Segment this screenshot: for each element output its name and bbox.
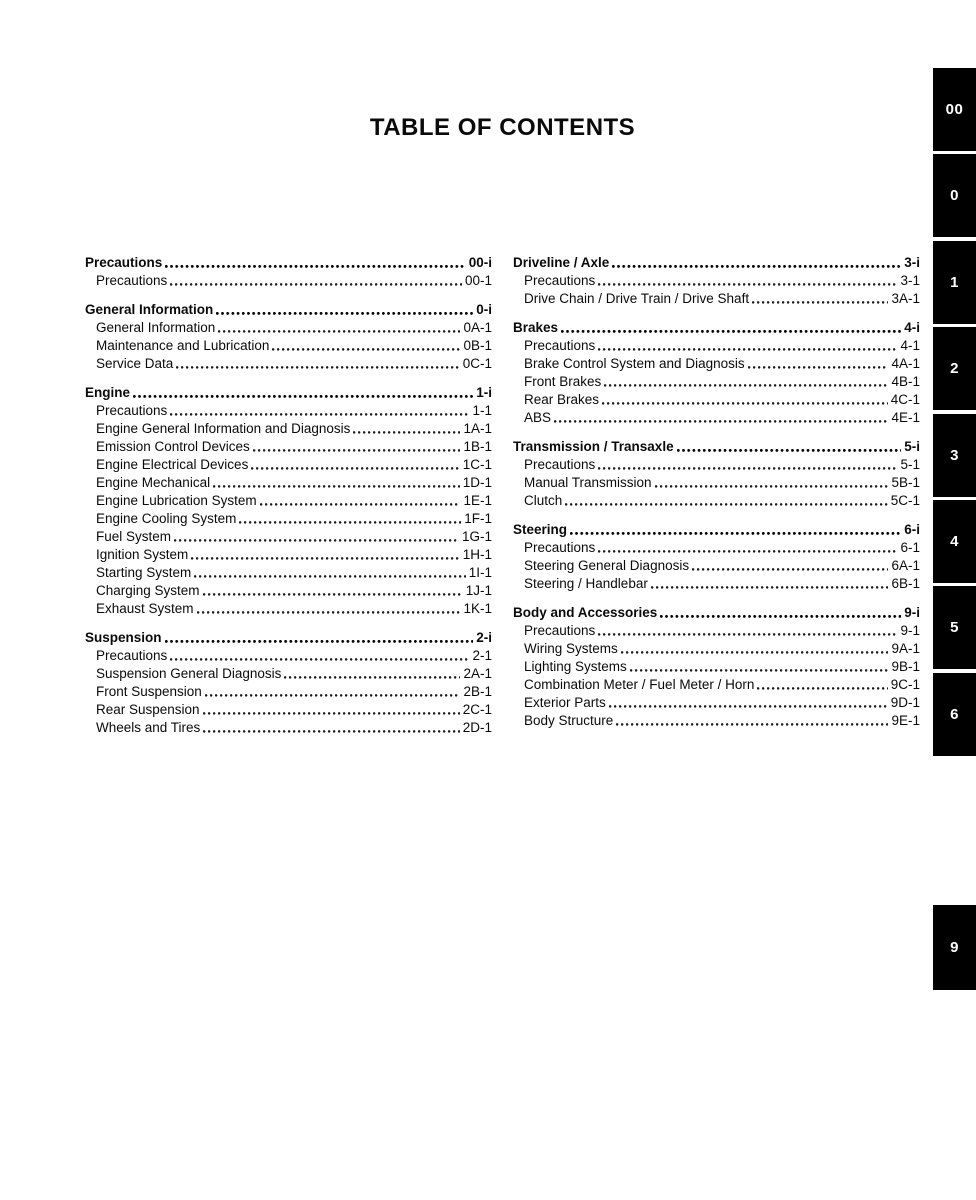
entry-page-number: 4-1 bbox=[900, 338, 920, 353]
toc-section bbox=[513, 600, 920, 728]
dot-leader bbox=[203, 730, 459, 733]
toc-sub-entry[interactable] bbox=[513, 353, 920, 371]
dot-leader bbox=[752, 301, 888, 304]
dot-leader bbox=[677, 449, 902, 452]
entry-page-number: 2D-1 bbox=[462, 720, 492, 735]
entry-page-number: 4A-1 bbox=[891, 356, 920, 371]
toc-sub-entry[interactable] bbox=[513, 620, 920, 638]
toc-sub-entry[interactable] bbox=[85, 400, 492, 418]
toc-sub-entry[interactable] bbox=[85, 454, 492, 472]
entry-page-number: 0A-1 bbox=[463, 320, 492, 335]
entry-label: Precautions bbox=[524, 540, 596, 555]
dot-leader bbox=[692, 568, 888, 571]
entry-page-number: 5C-1 bbox=[890, 493, 920, 508]
entry-page-number: 1B-1 bbox=[463, 439, 492, 454]
entry-label: Wiring Systems bbox=[524, 641, 618, 656]
entry-page-number: 3A-1 bbox=[891, 291, 920, 306]
entry-page-number: 9D-1 bbox=[890, 695, 920, 710]
dot-leader bbox=[554, 420, 888, 423]
toc-section-entry[interactable] bbox=[513, 315, 920, 335]
entry-label: Engine General Information and Diagnosis bbox=[96, 421, 351, 436]
entry-page-number: 9E-1 bbox=[891, 713, 920, 728]
entry-label: Ignition System bbox=[96, 547, 189, 562]
entry-label: Engine bbox=[85, 385, 131, 400]
toc-sub-entry[interactable] bbox=[513, 692, 920, 710]
entry-label: Rear Brakes bbox=[524, 392, 600, 407]
entry-page-number: 4-i bbox=[904, 320, 920, 335]
entry-label: Precautions bbox=[96, 403, 168, 418]
dot-leader bbox=[260, 503, 461, 506]
toc-sub-entry[interactable] bbox=[513, 656, 920, 674]
toc-sub-entry[interactable] bbox=[513, 472, 920, 490]
entry-label: Transmission / Transaxle bbox=[513, 439, 674, 454]
side-tab-2[interactable]: 2 bbox=[933, 327, 976, 410]
toc-section bbox=[85, 250, 492, 288]
side-tab-1[interactable]: 1 bbox=[933, 241, 976, 324]
entry-page-number: 9A-1 bbox=[891, 641, 920, 656]
toc-section-entry[interactable] bbox=[85, 250, 492, 270]
toc-sub-entry[interactable] bbox=[513, 288, 920, 306]
toc-sub-entry[interactable] bbox=[85, 508, 492, 526]
entry-label: Clutch bbox=[524, 493, 563, 508]
toc-sub-entry[interactable] bbox=[85, 270, 492, 288]
entry-page-number: 3-i bbox=[904, 255, 920, 270]
dot-leader bbox=[213, 485, 460, 488]
entry-page-number: 1I-1 bbox=[468, 565, 492, 580]
toc-sub-entry[interactable] bbox=[85, 645, 492, 663]
toc-section-entry[interactable] bbox=[513, 517, 920, 537]
toc-sub-entry[interactable] bbox=[85, 699, 492, 717]
entry-label: Engine Electrical Devices bbox=[96, 457, 249, 472]
entry-page-number: 2A-1 bbox=[463, 666, 492, 681]
entry-page-number: 0B-1 bbox=[463, 338, 492, 353]
toc-sub-entry[interactable] bbox=[85, 580, 492, 598]
toc-section-entry[interactable] bbox=[85, 297, 492, 317]
entry-page-number: 9-1 bbox=[900, 623, 920, 638]
entry-page-number: 1-i bbox=[476, 385, 492, 400]
entry-label: Suspension bbox=[85, 630, 162, 645]
entry-label: Lighting Systems bbox=[524, 659, 627, 674]
entry-page-number: 4E-1 bbox=[891, 410, 920, 425]
toc-section bbox=[513, 315, 920, 425]
dot-leader bbox=[561, 330, 901, 333]
entry-label: Precautions bbox=[524, 273, 596, 288]
toc-sub-entry[interactable] bbox=[513, 371, 920, 389]
dot-leader bbox=[604, 384, 888, 387]
toc-section bbox=[513, 517, 920, 591]
side-tab-0[interactable]: 0 bbox=[933, 154, 976, 237]
dot-leader bbox=[612, 265, 901, 268]
toc-sub-entry[interactable] bbox=[85, 436, 492, 454]
toc-section bbox=[85, 625, 492, 735]
dot-leader bbox=[660, 615, 901, 618]
entry-label: Brake Control System and Diagnosis bbox=[524, 356, 745, 371]
dot-leader bbox=[133, 395, 473, 398]
toc-sub-entry[interactable] bbox=[85, 717, 492, 735]
toc-sub-entry[interactable] bbox=[85, 335, 492, 353]
dot-leader bbox=[205, 694, 461, 697]
entry-label: Service Data bbox=[96, 356, 174, 371]
entry-label: Steering General Diagnosis bbox=[524, 558, 690, 573]
dot-leader bbox=[284, 676, 460, 679]
entry-label: Engine Cooling System bbox=[96, 511, 237, 526]
entry-page-number: 5B-1 bbox=[891, 475, 920, 490]
toc-column-right bbox=[513, 250, 920, 735]
toc-sub-entry[interactable] bbox=[85, 353, 492, 371]
toc-section bbox=[85, 297, 492, 371]
entry-label: Engine Lubrication System bbox=[96, 493, 257, 508]
side-tabs-upper bbox=[933, 68, 976, 756]
toc-section-entry[interactable] bbox=[513, 250, 920, 270]
entry-label: Body and Accessories bbox=[513, 605, 658, 620]
entry-page-number: 6A-1 bbox=[891, 558, 920, 573]
entry-label: Front Brakes bbox=[524, 374, 602, 389]
entry-label: Manual Transmission bbox=[524, 475, 652, 490]
toc-sub-entry[interactable] bbox=[85, 562, 492, 580]
toc-sub-entry[interactable] bbox=[513, 537, 920, 555]
entry-label: Steering / Handlebar bbox=[524, 576, 648, 591]
entry-label: Front Suspension bbox=[96, 684, 202, 699]
entry-label: Charging System bbox=[96, 583, 200, 598]
entry-page-number: 4C-1 bbox=[890, 392, 920, 407]
entry-page-number: 2-i bbox=[476, 630, 492, 645]
toc-sub-entry[interactable] bbox=[85, 526, 492, 544]
dot-leader bbox=[203, 712, 460, 715]
entry-label: Engine Mechanical bbox=[96, 475, 211, 490]
entry-label: Precautions bbox=[96, 648, 168, 663]
toc-sub-entry[interactable] bbox=[513, 407, 920, 425]
entry-page-number: 6B-1 bbox=[891, 576, 920, 591]
entry-page-number: 00-i bbox=[468, 255, 492, 270]
entry-page-number: 9-i bbox=[904, 605, 920, 620]
side-tab-00[interactable]: 00 bbox=[933, 68, 976, 151]
toc-section bbox=[513, 250, 920, 306]
toc-sub-entry[interactable] bbox=[513, 454, 920, 472]
entry-page-number: 6-i bbox=[904, 522, 920, 537]
entry-label: Combination Meter / Fuel Meter / Horn bbox=[524, 677, 755, 692]
entry-label: Rear Suspension bbox=[96, 702, 200, 717]
toc-sub-entry[interactable] bbox=[513, 674, 920, 692]
entry-label: Body Structure bbox=[524, 713, 614, 728]
toc-section-entry[interactable] bbox=[513, 434, 920, 454]
side-tab-9[interactable]: 9 bbox=[933, 905, 976, 990]
toc-sub-entry[interactable] bbox=[513, 710, 920, 728]
toc-sub-entry[interactable] bbox=[513, 555, 920, 573]
entry-label: Precautions bbox=[96, 273, 168, 288]
dot-leader bbox=[616, 723, 888, 726]
toc-section bbox=[85, 380, 492, 616]
entry-page-number: 9B-1 bbox=[891, 659, 920, 674]
entry-page-number: 1H-1 bbox=[462, 547, 492, 562]
entry-label: Fuel System bbox=[96, 529, 172, 544]
dot-leader bbox=[353, 431, 460, 434]
dot-leader bbox=[197, 611, 461, 614]
toc-sub-entry[interactable] bbox=[513, 490, 920, 508]
entry-page-number: 2-1 bbox=[472, 648, 492, 663]
toc-sub-entry[interactable] bbox=[85, 317, 492, 335]
toc-sub-entry[interactable] bbox=[513, 335, 920, 353]
toc-sub-entry[interactable] bbox=[85, 418, 492, 436]
entry-page-number: 1F-1 bbox=[464, 511, 492, 526]
entry-page-number: 1A-1 bbox=[463, 421, 492, 436]
toc-sub-entry[interactable] bbox=[85, 472, 492, 490]
entry-page-number: 3-1 bbox=[900, 273, 920, 288]
entry-page-number: 2B-1 bbox=[463, 684, 492, 699]
entry-label: Exterior Parts bbox=[524, 695, 606, 710]
entry-page-number: 1D-1 bbox=[462, 475, 492, 490]
entry-label: Drive Chain / Drive Train / Drive Shaft bbox=[524, 291, 750, 306]
toc-section-entry[interactable] bbox=[85, 625, 492, 645]
page-title: TABLE OF CONTENTS bbox=[369, 114, 636, 141]
entry-label: Precautions bbox=[524, 457, 596, 472]
dot-leader bbox=[748, 366, 889, 369]
entry-label: Wheels and Tires bbox=[96, 720, 201, 735]
dot-leader bbox=[272, 348, 460, 351]
entry-page-number: 1K-1 bbox=[463, 601, 492, 616]
dot-leader bbox=[194, 575, 465, 578]
toc-section-entry[interactable] bbox=[85, 380, 492, 400]
dot-leader bbox=[203, 593, 463, 596]
entry-label: Exhaust System bbox=[96, 601, 194, 616]
side-tabs-lower bbox=[933, 905, 976, 990]
entry-page-number: 5-1 bbox=[900, 457, 920, 472]
dot-leader bbox=[598, 283, 897, 286]
entry-page-number: 4B-1 bbox=[891, 374, 920, 389]
toc-column-left bbox=[85, 250, 492, 735]
entry-page-number: 0-i bbox=[476, 302, 492, 317]
entry-page-number: 6-1 bbox=[900, 540, 920, 555]
toc-sub-entry[interactable] bbox=[85, 663, 492, 681]
side-tab-4[interactable]: 4 bbox=[933, 500, 976, 583]
dot-leader bbox=[170, 658, 469, 661]
entry-page-number: 00-1 bbox=[464, 273, 492, 288]
dot-leader bbox=[239, 521, 461, 524]
entry-page-number: 9C-1 bbox=[890, 677, 920, 692]
dot-leader bbox=[216, 312, 473, 315]
entry-page-number: 1E-1 bbox=[463, 493, 492, 508]
entry-page-number: 1C-1 bbox=[462, 457, 492, 472]
dot-leader bbox=[655, 485, 889, 488]
dot-leader bbox=[609, 705, 888, 708]
entry-page-number: 1-1 bbox=[472, 403, 492, 418]
dot-leader bbox=[253, 449, 461, 452]
entry-label: General Information bbox=[96, 320, 216, 335]
dot-leader bbox=[565, 503, 887, 506]
dot-leader bbox=[621, 651, 889, 654]
toc-sub-entry[interactable] bbox=[85, 681, 492, 699]
dot-leader bbox=[176, 366, 459, 369]
entry-label: Precautions bbox=[524, 338, 596, 353]
toc-sub-entry[interactable] bbox=[85, 490, 492, 508]
entry-label: General Information bbox=[85, 302, 214, 317]
dot-leader bbox=[251, 467, 459, 470]
dot-leader bbox=[165, 265, 465, 268]
dot-leader bbox=[191, 557, 459, 560]
dot-leader bbox=[174, 539, 459, 542]
toc-sub-entry[interactable] bbox=[85, 598, 492, 616]
entry-label: Precautions bbox=[85, 255, 163, 270]
entry-label: Brakes bbox=[513, 320, 559, 335]
entry-label: Emission Control Devices bbox=[96, 439, 250, 454]
dot-leader bbox=[602, 402, 888, 405]
toc-section bbox=[513, 434, 920, 508]
dot-leader bbox=[218, 330, 460, 333]
dot-leader bbox=[598, 633, 897, 636]
dot-leader bbox=[170, 283, 462, 286]
dot-leader bbox=[170, 413, 469, 416]
toc-sub-entry[interactable] bbox=[513, 573, 920, 591]
entry-label: ABS bbox=[524, 410, 552, 425]
entry-label: Suspension General Diagnosis bbox=[96, 666, 282, 681]
toc-sub-entry[interactable] bbox=[513, 638, 920, 656]
entry-label: Maintenance and Lubrication bbox=[96, 338, 270, 353]
entry-label: Precautions bbox=[524, 623, 596, 638]
side-tab-6[interactable]: 6 bbox=[933, 673, 976, 756]
toc-columns bbox=[85, 250, 920, 735]
toc-sub-entry[interactable] bbox=[513, 270, 920, 288]
entry-label: Steering bbox=[513, 522, 568, 537]
entry-page-number: 0C-1 bbox=[462, 356, 492, 371]
dot-leader bbox=[651, 586, 889, 589]
side-tab-3[interactable]: 3 bbox=[933, 414, 976, 497]
entry-label: Starting System bbox=[96, 565, 192, 580]
toc-sub-entry[interactable] bbox=[513, 389, 920, 407]
dot-leader bbox=[757, 687, 887, 690]
entry-page-number: 2C-1 bbox=[462, 702, 492, 717]
dot-leader bbox=[598, 467, 897, 470]
dot-leader bbox=[598, 348, 897, 351]
dot-leader bbox=[630, 669, 889, 672]
dot-leader bbox=[165, 640, 474, 643]
toc-sub-entry[interactable] bbox=[85, 544, 492, 562]
entry-label: Driveline / Axle bbox=[513, 255, 610, 270]
entry-page-number: 1G-1 bbox=[461, 529, 492, 544]
side-tab-5[interactable]: 5 bbox=[933, 586, 976, 669]
entry-page-number: 1J-1 bbox=[465, 583, 492, 598]
dot-leader bbox=[570, 532, 901, 535]
dot-leader bbox=[598, 550, 897, 553]
entry-page-number: 5-i bbox=[904, 439, 920, 454]
toc-section-entry[interactable] bbox=[513, 600, 920, 620]
